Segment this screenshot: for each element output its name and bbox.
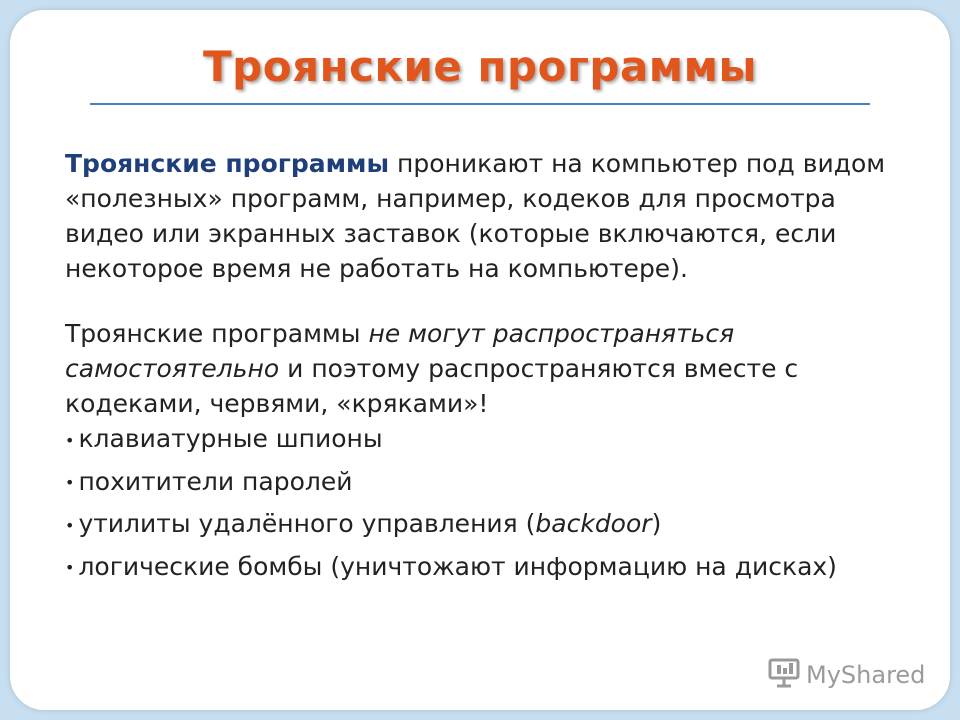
paragraph-spread-rest: и поэтому распространяются вместе с кодеками, червями, «кряками»! bbox=[65, 354, 799, 418]
list-item bbox=[65, 464, 905, 501]
watermark-logo bbox=[768, 658, 925, 692]
list-item-text: похитители паролей bbox=[78, 466, 353, 496]
list-item-italic: backdoor bbox=[535, 509, 652, 538]
paragraph-intro bbox=[65, 146, 905, 286]
paragraph-spread-italic: не могут распространяться самостоятельно bbox=[65, 319, 735, 383]
bullet-list bbox=[65, 421, 905, 585]
presentation-icon bbox=[768, 658, 800, 692]
list-item-text: логические бомбы (уничтожают информацию на дисках) bbox=[78, 551, 837, 581]
list-item-end: ) bbox=[651, 509, 662, 538]
list-item-text: клавиатурные шпионы bbox=[78, 424, 383, 453]
bullet-dot: • bbox=[65, 515, 75, 535]
paragraph-spread bbox=[65, 316, 905, 421]
term-highlight: Троянские программы bbox=[65, 149, 390, 178]
bullet-dot: • bbox=[65, 473, 75, 492]
slide-body bbox=[65, 146, 905, 585]
watermark-text: MyShared bbox=[806, 661, 926, 689]
list-item bbox=[65, 549, 905, 586]
title-divider bbox=[90, 103, 870, 105]
paragraph-spread-start: Троянские программы bbox=[65, 319, 369, 348]
bullet-dot: • bbox=[65, 430, 75, 450]
list-item bbox=[65, 506, 905, 543]
paragraph-intro-text: проникают на компьютер под видом «полезных» программ, например, кодеков для просмотра видео или экранных заставок (которые включаются, если некоторое время не работать на компьютере). bbox=[65, 149, 886, 283]
bullet-dot: • bbox=[65, 558, 75, 577]
list-item-text: утилиты удалённого управления ( bbox=[78, 509, 536, 538]
list-item bbox=[65, 421, 905, 458]
page-title: Троянские программы bbox=[203, 42, 757, 91]
